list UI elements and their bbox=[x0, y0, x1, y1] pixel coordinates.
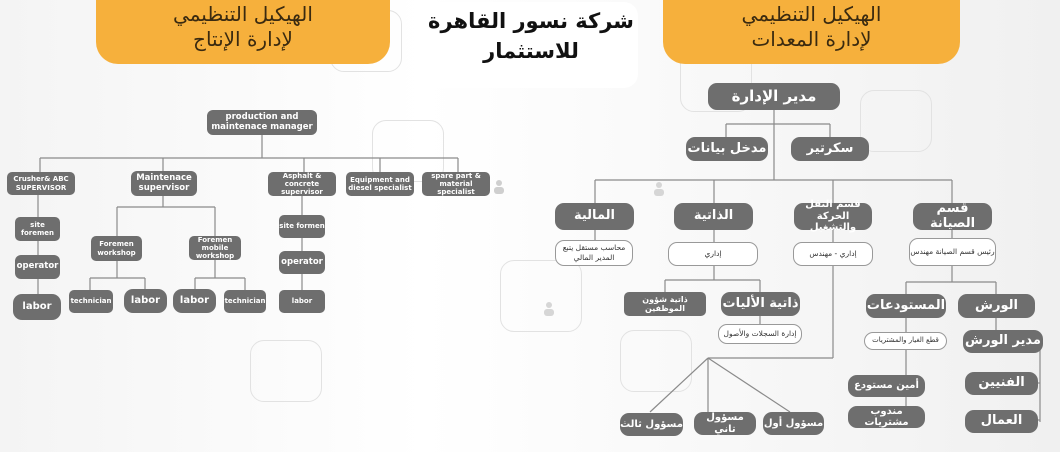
responsible-second-node: مسؤول تاني bbox=[694, 412, 756, 435]
people-icon bbox=[540, 300, 558, 318]
asphalt-labor-node: labor bbox=[279, 290, 325, 313]
director-node: مدير الإدارة bbox=[708, 83, 840, 110]
production-manager-node: production and maintenace manager bbox=[207, 110, 317, 135]
purchasing-rep-node: مندوب مشتريات bbox=[848, 406, 925, 428]
equipment-header-line2: لإدارة المعدات bbox=[751, 27, 872, 51]
maintenance-description: رئيس قسم الصيانة مهندس bbox=[909, 238, 996, 266]
workshop-technician-node: technician bbox=[69, 290, 113, 313]
maintenance-supervisor-node: Maintenace supervisor bbox=[131, 171, 197, 196]
equipment-specialist-node: Equipment and diesel specialist bbox=[346, 172, 414, 196]
asphalt-supervisor-node: Asphalt & concrete supervisor bbox=[268, 172, 336, 196]
transport-description: إداري - مهندس bbox=[793, 242, 873, 266]
company-title bbox=[424, 2, 638, 88]
production-header-line2: لإدارة الإنتاج bbox=[193, 27, 293, 51]
storekeeper-node: أمين مستودع bbox=[848, 375, 925, 397]
production-header-line1: الهيكيل التنظيمي bbox=[173, 2, 313, 26]
transport-dept-node: قسم النقل الحركة والتشغيل bbox=[794, 203, 872, 230]
personnel-description: إداري bbox=[668, 242, 758, 266]
warehouses-description: قطع الغيار والمشتريات bbox=[864, 332, 947, 350]
workshop-labor-node: labor bbox=[124, 289, 167, 313]
foremen-mobile-workshop-node: Foremen mobile workshop bbox=[189, 236, 241, 260]
production-structure-header bbox=[96, 0, 390, 64]
personnel-node: الذاتية bbox=[674, 203, 753, 230]
people-icon bbox=[490, 178, 508, 196]
machine-personnel-description: إدارة السجلات والأصول bbox=[718, 324, 802, 344]
responsible-third-node: مسؤول ثالث bbox=[620, 413, 683, 436]
secretary-node: سكرتير bbox=[791, 137, 869, 161]
mobile-technician-node: technician bbox=[224, 290, 266, 313]
staff-personnel-node: ذاتية شؤون الموظفين bbox=[624, 292, 706, 316]
crusher-supervisor-node: Crusher& ABC SUPERVISOR bbox=[7, 172, 75, 195]
finance-description: محاسب مستقل يتبع المدير المالي bbox=[555, 240, 633, 266]
asphalt-operator-node: operator bbox=[279, 251, 325, 274]
warehouses-node: المستودعات bbox=[866, 294, 946, 318]
foremen-workshop-node: Foremen workshop bbox=[91, 236, 142, 261]
people-icon bbox=[650, 180, 668, 198]
workshop-manager-node: مدير الورش bbox=[963, 330, 1043, 353]
equipment-header-line1: الهيكيل التنظيمي bbox=[741, 2, 882, 26]
data-entry-node: مدخل بيانات bbox=[686, 137, 768, 161]
crusher-site-foremen-node: site foremen bbox=[15, 217, 60, 241]
finance-node: المالية bbox=[555, 203, 634, 230]
maintenance-dept-node: قسم الصيانة bbox=[913, 203, 992, 230]
company-title-text: شركة نسور القاهرة للاستثمار bbox=[428, 9, 634, 64]
workers-node: العمال bbox=[965, 410, 1038, 433]
crusher-labor-node: labor bbox=[13, 294, 61, 320]
technicians-node: الفنيين bbox=[965, 372, 1038, 395]
asphalt-site-formen-node: site formen bbox=[279, 215, 325, 238]
workshops-node: الورش bbox=[958, 294, 1035, 318]
equipment-structure-header bbox=[663, 0, 960, 64]
responsible-first-node: مسؤول أول bbox=[763, 412, 824, 435]
crusher-operator-node: operator bbox=[15, 255, 60, 279]
machine-personnel-node: ذاتية الأليات bbox=[721, 292, 800, 316]
spare-part-specialist-node: spare part & material specialist bbox=[422, 172, 490, 196]
mobile-labor-node: labor bbox=[173, 289, 216, 313]
